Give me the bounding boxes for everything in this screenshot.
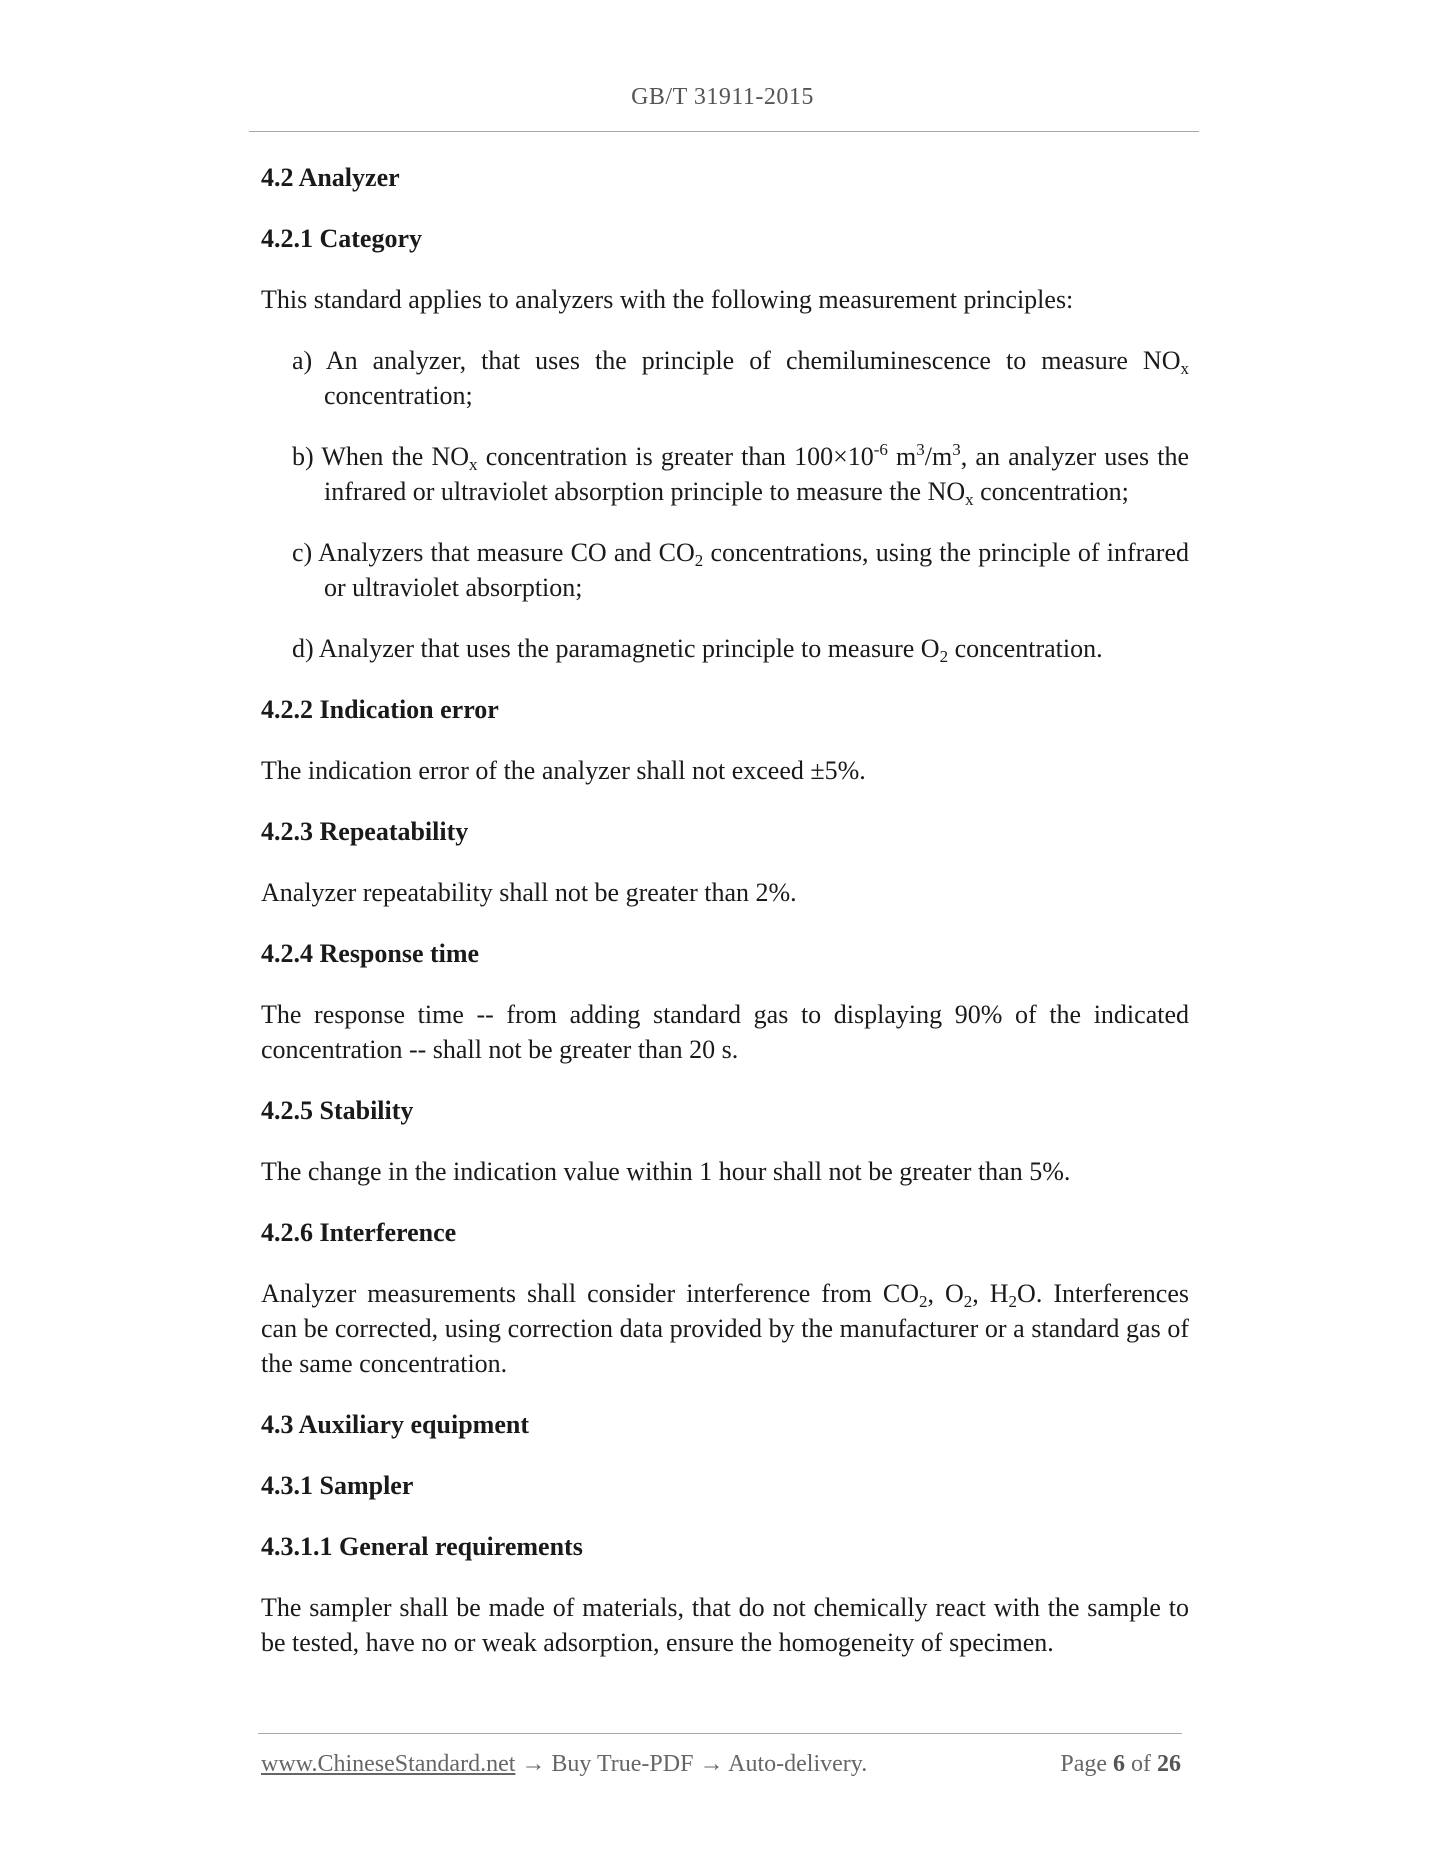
section-4-2-2-text: The indication error of the analyzer shall not exceed ±5%. — [261, 756, 866, 785]
document-header: GB/T 31911-2015 — [631, 84, 814, 110]
arrow-right-icon: → — [699, 1751, 724, 1777]
footer-divider — [258, 1733, 1182, 1734]
section-4-3-1-1-title: 4.3.1.1 General requirements — [261, 1532, 583, 1561]
header-divider — [249, 131, 1199, 132]
auto-delivery-text: Auto-delivery. — [728, 1751, 868, 1777]
website-link[interactable]: www.ChineseStandard.net — [261, 1751, 516, 1777]
page-number: Page 6 of 26 — [1060, 1751, 1181, 1777]
section-4-3-1-title: 4.3.1 Sampler — [261, 1471, 414, 1500]
list-item-a: a) An analyzer, that uses the principle of chemiluminescence to measure $NO_x$ concentration; — [292, 346, 1189, 410]
section-4-2-5-title: 4.2.5 Stability — [261, 1096, 414, 1125]
section-4-2-4-text: The response time -- from adding standard gas to displaying 90% of the indicated concentration -- shall not be greater than 20 s. — [261, 1000, 1189, 1064]
section-4-3-title: 4.3 Auxiliary equipment — [261, 1410, 529, 1439]
section-4-2-2-title: 4.2.2 Indication error — [261, 695, 499, 724]
section-4-2-1-intro: This standard applies to analyzers with the following measurement principles: — [261, 285, 1074, 314]
buy-true-pdf-link: Buy True-PDF — [551, 1751, 694, 1777]
section-4-2-1-title: 4.2.1 Category — [261, 224, 423, 253]
section-4-2-5-text: The change in the indication value within 1 hour shall not be greater than 5%. — [261, 1157, 1071, 1186]
list-item-c: c) Analyzers that measure CO and $CO_2$ concentrations, using the principle of infrared or ultraviolet absorption; — [292, 538, 1190, 602]
arrow-right-icon: → — [521, 1751, 546, 1777]
section-4-2-3-text: Analyzer repeatability shall not be greater than 2%. — [261, 878, 797, 907]
section-4-2-6-title: 4.2.6 Interference — [261, 1218, 457, 1247]
list-item-d: d) Analyzer that uses the paramagnetic principle to measure $O_2$ concentration. — [292, 634, 1103, 666]
footer-promo — [261, 1751, 867, 1778]
section-4-2-3-title: 4.2.3 Repeatability — [261, 817, 469, 846]
list-item-b: b) When the $NO_x$ concentration is greater than $100\times 10^{-6}$ $m^3/m^3$, an analyzer uses the infrared or ultraviolet absorption principle to measure the $NO_x$ concentration; — [292, 440, 1189, 509]
section-4-2-title: 4.2 Analyzer — [261, 163, 400, 192]
document-body — [261, 160, 1189, 1660]
section-4-2-4-title: 4.2.4 Response time — [261, 939, 480, 968]
section-4-2-6-text: Analyzer measurements shall consider interference from $CO_2$, $O_2$, $H_2O$. Interferences can be corrected, using correction data provided by the manufacturer or a standard gas of the same concentration. — [261, 1279, 1189, 1378]
section-4-3-1-1-text: The sampler shall be made of materials, that do not chemically react with the sample to be tested, have no or weak adsorption, ensure the homogeneity of specimen. — [261, 1593, 1189, 1657]
